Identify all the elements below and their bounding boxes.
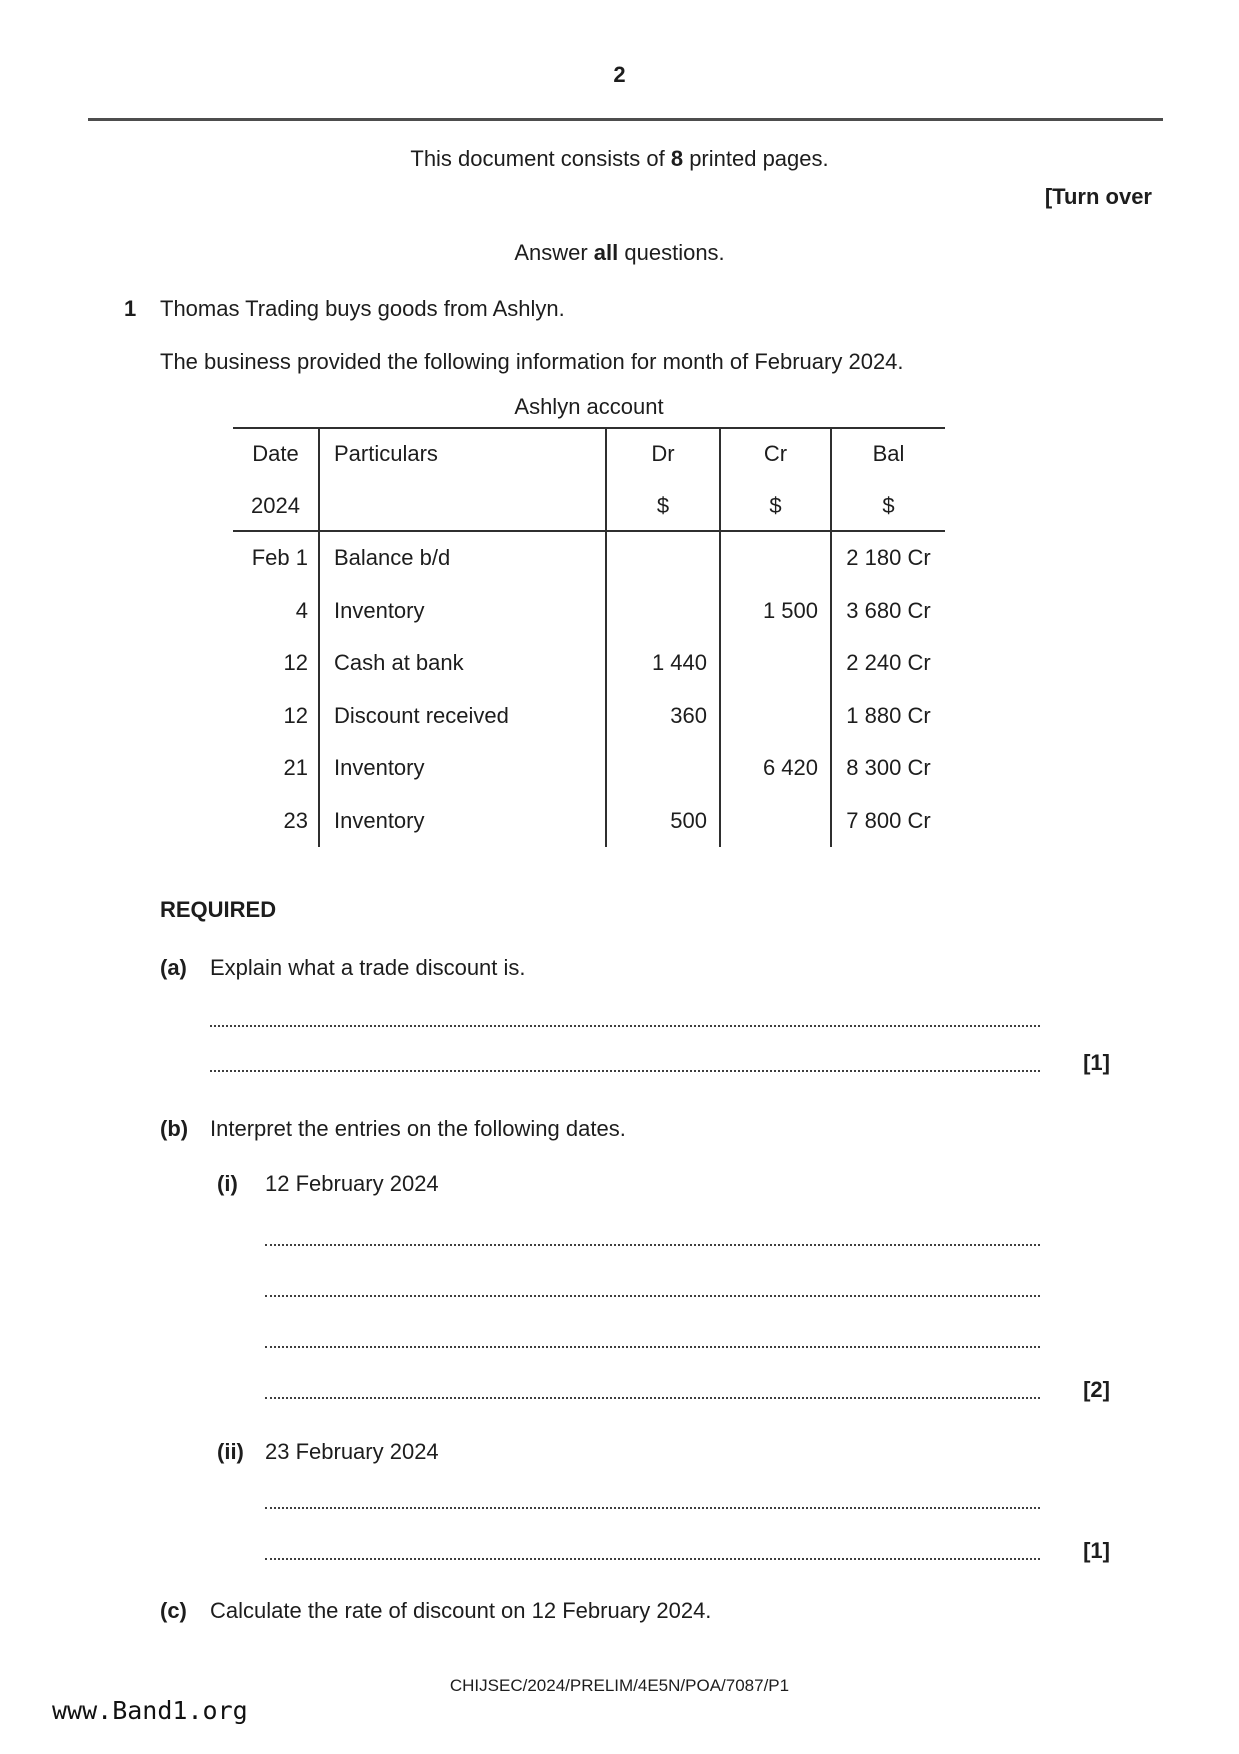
dotted-answer-line: [265, 1295, 1040, 1297]
answer-line: [265, 1327, 1110, 1351]
answer-line: [265, 1539, 1110, 1563]
dotted-answer-line: [265, 1346, 1040, 1348]
ledger-table-grid: [233, 427, 945, 847]
header-rule: [88, 118, 1163, 121]
dotted-answer-line: [210, 1070, 1040, 1072]
column-header-dr: Dr $: [605, 429, 719, 530]
dotted-answer-line: [265, 1244, 1040, 1246]
question-number: 1: [124, 296, 137, 321]
column-header-bal: Bal $: [830, 429, 945, 530]
part-c-text: Calculate the rate of discount on 12 February 2024.: [210, 1598, 712, 1623]
part-b-label: (b): [160, 1116, 189, 1141]
answer-line: [210, 1006, 1110, 1030]
table-row: 12 Cash at bank 1 440 2 240 Cr: [233, 637, 945, 690]
answer-line: [265, 1225, 1110, 1249]
turn-over-note: [Turn over: [1044, 184, 1152, 209]
answer-line: [265, 1276, 1110, 1300]
table-row: Feb 1 Balance b/d 2 180 Cr: [233, 532, 945, 585]
ledger-table: [233, 394, 945, 847]
part-bi-marks: [2]: [1083, 1377, 1110, 1402]
answer-line: [210, 1051, 1110, 1075]
column-header-particulars: Particulars: [318, 429, 605, 530]
table-row: 23 Inventory 500 7 800 Cr: [233, 795, 945, 848]
part-bii-text: 23 February 2024: [265, 1439, 439, 1464]
document-note-pages: 8: [670, 146, 684, 171]
part-a-text: Explain what a trade discount is.: [210, 955, 526, 980]
question-context: The business provided the following information for month of February 2024.: [160, 349, 904, 374]
page-number: 2: [613, 62, 626, 87]
ledger-table-title: Ashlyn account: [514, 394, 664, 419]
answer-instruction: [0, 240, 1239, 266]
part-a-label: (a): [160, 955, 187, 980]
part-bii-label: (ii): [217, 1439, 244, 1464]
answer-instruction-prefix: Answer: [514, 240, 594, 265]
part-bi-text: 12 February 2024: [265, 1171, 439, 1196]
dotted-answer-line: [265, 1507, 1040, 1509]
table-row: 12 Discount received 360 1 880 Cr: [233, 690, 945, 743]
document-note-prefix: This document consists of: [410, 146, 671, 171]
part-bii-marks: [1]: [1083, 1538, 1110, 1563]
part-b-text: Interpret the entries on the following dates.: [210, 1116, 626, 1141]
column-header-cr: Cr $: [719, 429, 830, 530]
document-note-suffix: printed pages.: [683, 146, 829, 171]
watermark-url: www.Band1.org: [52, 1696, 248, 1725]
answer-instruction-all: all: [593, 240, 619, 265]
ledger-table-header: [233, 429, 945, 532]
footer-reference: CHIJSEC/2024/PRELIM/4E5N/POA/7087/P1: [449, 1676, 790, 1695]
required-label: REQUIRED: [160, 897, 277, 922]
part-bi-label: (i): [217, 1171, 238, 1196]
dotted-answer-line: [210, 1025, 1040, 1027]
question-intro: Thomas Trading buys goods from Ashlyn.: [160, 296, 565, 321]
part-c-label: (c): [160, 1598, 187, 1623]
answer-line: [265, 1488, 1110, 1512]
answer-line: [265, 1378, 1110, 1402]
part-a-marks: [1]: [1083, 1050, 1110, 1075]
dotted-answer-line: [265, 1558, 1040, 1560]
document-note: [0, 146, 1239, 172]
table-row: 4 Inventory 1 500 3 680 Cr: [233, 585, 945, 638]
answer-instruction-suffix: questions.: [618, 240, 725, 265]
column-header-date: Date 2024: [251, 441, 300, 518]
table-row: 21 Inventory 6 420 8 300 Cr: [233, 742, 945, 795]
dotted-answer-line: [265, 1397, 1040, 1399]
